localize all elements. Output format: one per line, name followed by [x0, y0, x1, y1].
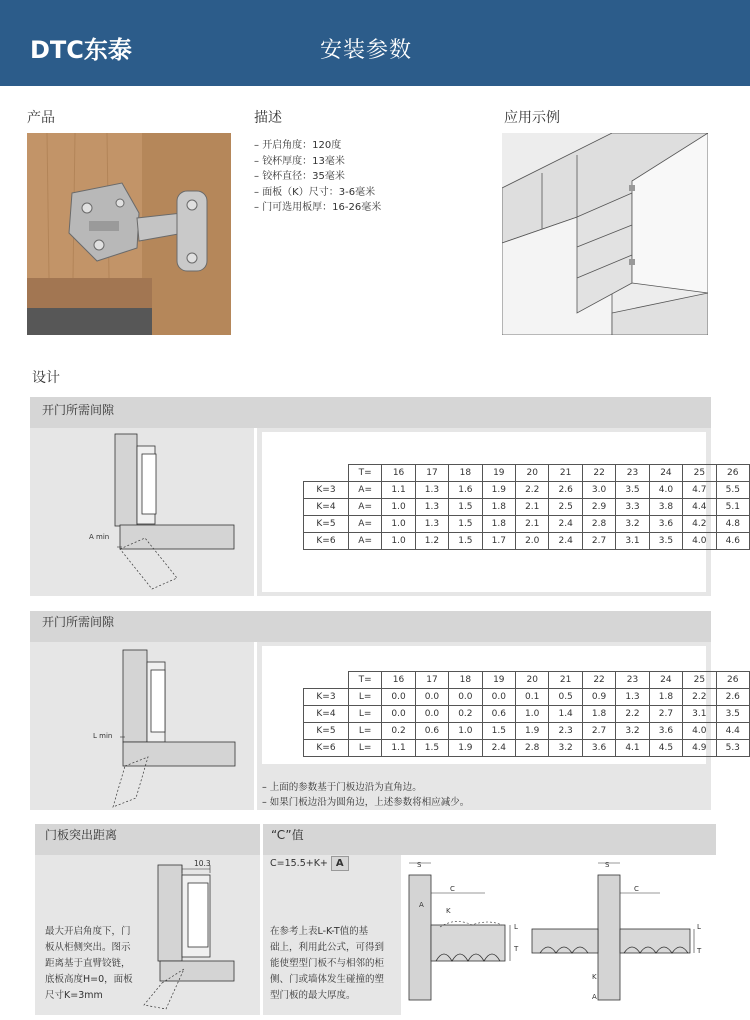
table-cell: K=6 — [304, 740, 349, 757]
panel2-notes — [262, 780, 469, 810]
table-cell: 1.1 — [382, 740, 415, 757]
table-cell: 1.5 — [449, 499, 482, 516]
table-cell: 2.7 — [649, 706, 682, 723]
formula-badge: A — [331, 856, 349, 871]
panel3-title: 门板突出距离 — [45, 828, 118, 842]
table-header-cell: 21 — [549, 672, 582, 689]
table-header-cell: 22 — [582, 672, 615, 689]
table-cell: 2.8 — [582, 516, 615, 533]
table-cell: 3.3 — [616, 499, 649, 516]
table-cell: K=5 — [304, 723, 349, 740]
table-cell: 3.1 — [683, 706, 716, 723]
table-cell: 3.5 — [616, 482, 649, 499]
table-header-cell: 16 — [382, 672, 415, 689]
table-cell: 2.7 — [582, 723, 615, 740]
table-header-cell: 23 — [616, 465, 649, 482]
table-cell: 0.0 — [382, 706, 415, 723]
table-cell: 4.0 — [683, 723, 716, 740]
table-cell: K=5 — [304, 516, 349, 533]
table-header-row — [304, 465, 750, 482]
table-header-cell: 20 — [516, 465, 549, 482]
table-header-cell: 18 — [449, 465, 482, 482]
table-cell: 1.9 — [449, 740, 482, 757]
c-value-diagrams — [400, 855, 716, 1015]
table-row — [304, 482, 750, 499]
table-cell: 1.3 — [415, 482, 448, 499]
panel2-table — [303, 671, 750, 757]
table-cell: 1.0 — [516, 706, 549, 723]
table-cell: 4.6 — [716, 533, 749, 550]
note-item: – 上面的参数基于门板边沿为直角边。 — [262, 780, 469, 795]
table-cell: L= — [348, 740, 381, 757]
table-header-cell: T= — [348, 672, 381, 689]
table-cell: 2.0 — [516, 533, 549, 550]
table-header-cell: 22 — [582, 465, 615, 482]
table-cell: 0.1 — [516, 689, 549, 706]
table-header-cell: T= — [348, 465, 381, 482]
table-header-cell: 20 — [516, 672, 549, 689]
panel1-diagram-label: A min — [89, 533, 110, 541]
svg-text:L: L — [697, 923, 701, 931]
section-label-product: 产品 — [27, 110, 55, 126]
panel3-text: 最大开启角度下，门 板从柜侧突出。图示 距离基于直臂铰链， 底板高度H=0，面板 尺寸K=3mm — [45, 926, 133, 1001]
table-cell: A= — [348, 482, 381, 499]
table-cell: 2.3 — [549, 723, 582, 740]
table-row — [304, 516, 750, 533]
table-cell: 0.6 — [415, 723, 448, 740]
table-header-cell: 25 — [683, 672, 716, 689]
table-cell: 2.2 — [616, 706, 649, 723]
table-header-row — [304, 672, 750, 689]
table-cell: 3.6 — [649, 723, 682, 740]
table-cell: 2.6 — [549, 482, 582, 499]
panel3-dimension: 10.3 — [194, 859, 211, 868]
svg-text:S: S — [417, 861, 422, 869]
table-cell: 2.9 — [582, 499, 615, 516]
table-cell: 1.8 — [482, 499, 515, 516]
table-cell: 3.6 — [582, 740, 615, 757]
table-row — [304, 740, 750, 757]
page-title: 安装参数 — [320, 38, 413, 63]
table-header-cell: 25 — [683, 465, 716, 482]
table-cell: 1.1 — [382, 482, 415, 499]
table-cell: K=3 — [304, 689, 349, 706]
table-cell: 4.4 — [716, 723, 749, 740]
table-cell: 1.0 — [382, 499, 415, 516]
table-cell: 1.0 — [382, 516, 415, 533]
application-illustration — [502, 133, 708, 335]
table-row — [304, 689, 750, 706]
svg-text:L: L — [514, 923, 518, 931]
table-cell: 1.6 — [449, 482, 482, 499]
table-cell: 0.0 — [482, 689, 515, 706]
table-cell: 0.2 — [449, 706, 482, 723]
table-header-cell: 16 — [382, 465, 415, 482]
table-cell: 3.0 — [582, 482, 615, 499]
table-header-cell: 19 — [482, 465, 515, 482]
description-item: – 开启角度：120度 — [254, 138, 381, 154]
description-item: – 铰杯直径：35毫米 — [254, 169, 381, 185]
product-photo — [27, 133, 231, 335]
panel4-text: 在参考上表L-K-T值的基 础上，利用此公式，可得到 能使塑型门板不与相邻的柜 侧、门或墙体发生碰撞的塑 型门板的最大厚度。 — [270, 926, 385, 1001]
table-cell: 4.0 — [683, 533, 716, 550]
section-label-design: 设计 — [32, 370, 60, 386]
table-cell: 4.2 — [683, 516, 716, 533]
table-cell: A= — [348, 533, 381, 550]
table-cell: 1.8 — [582, 706, 615, 723]
panel2-diagram-label: L min — [93, 732, 113, 740]
table-header-cell: 24 — [649, 672, 682, 689]
table-cell: 2.7 — [582, 533, 615, 550]
table-cell: 2.1 — [516, 516, 549, 533]
table-cell: 1.0 — [449, 723, 482, 740]
table-cell: 2.5 — [549, 499, 582, 516]
table-header-cell: 21 — [549, 465, 582, 482]
panel3-header — [35, 824, 260, 855]
description-item: – 面板（K）尺寸：3-6毫米 — [254, 185, 381, 201]
table-header-cell: 17 — [415, 672, 448, 689]
table-header-cell: 19 — [482, 672, 515, 689]
svg-text:T: T — [514, 945, 519, 953]
table-header-cell: 17 — [415, 465, 448, 482]
table-cell: 2.4 — [549, 516, 582, 533]
table-header-cell: 26 — [716, 465, 749, 482]
table-cell: 0.9 — [582, 689, 615, 706]
table-cell: 5.5 — [716, 482, 749, 499]
table-cell: 1.3 — [415, 516, 448, 533]
table-cell: 4.5 — [649, 740, 682, 757]
table-header-cell: 23 — [616, 672, 649, 689]
table-cell: 4.9 — [683, 740, 716, 757]
table-cell: 0.0 — [415, 706, 448, 723]
table-cell: 0.0 — [415, 689, 448, 706]
table-cell: L= — [348, 723, 381, 740]
section-label-description: 描述 — [254, 110, 282, 126]
table-cell: L= — [348, 706, 381, 723]
table-cell: 1.3 — [616, 689, 649, 706]
table-header-cell: 26 — [716, 672, 749, 689]
table-cell: 4.4 — [683, 499, 716, 516]
panel4-header — [263, 824, 716, 855]
panel1-diagram — [30, 428, 254, 596]
svg-text:A: A — [419, 901, 424, 909]
panel2-header — [30, 611, 711, 642]
svg-text:K: K — [592, 973, 597, 981]
description-item: – 铰杯厚度：13毫米 — [254, 154, 381, 170]
table-cell: 0.5 — [549, 689, 582, 706]
table-cell: A= — [348, 499, 381, 516]
table-cell: 3.2 — [549, 740, 582, 757]
table-cell: 0.2 — [382, 723, 415, 740]
table-cell: 4.8 — [716, 516, 749, 533]
c-value-formula: C=15.5+K+ A — [270, 856, 349, 871]
header-bar — [0, 0, 750, 86]
table-cell: K=3 — [304, 482, 349, 499]
table-row — [304, 706, 750, 723]
table-cell: K=4 — [304, 706, 349, 723]
table-cell: 3.5 — [649, 533, 682, 550]
table-cell: 1.4 — [549, 706, 582, 723]
table-cell: 1.8 — [482, 516, 515, 533]
table-cell: 3.1 — [616, 533, 649, 550]
panel2-title: 开门所需间隙 — [42, 615, 115, 629]
table-cell: 2.4 — [549, 533, 582, 550]
svg-text:S: S — [605, 861, 610, 869]
table-cell: 2.1 — [516, 499, 549, 516]
svg-text:T: T — [697, 947, 702, 955]
table-cell: 1.9 — [482, 482, 515, 499]
table-cell: 3.5 — [716, 706, 749, 723]
note-item: – 如果门板边沿为圆角边，上述参数将相应减少。 — [262, 795, 469, 810]
table-cell: 4.1 — [616, 740, 649, 757]
table-cell: 3.8 — [649, 499, 682, 516]
table-cell: 1.5 — [449, 516, 482, 533]
table-header-cell: 18 — [449, 672, 482, 689]
table-cell: 4.0 — [649, 482, 682, 499]
svg-text:C: C — [634, 885, 639, 893]
table-cell: 1.7 — [482, 533, 515, 550]
table-cell: 5.1 — [716, 499, 749, 516]
table-cell: 1.5 — [449, 533, 482, 550]
svg-text:A: A — [592, 993, 597, 1001]
panel1-title: 开门所需间隙 — [42, 403, 115, 417]
table-cell: 2.2 — [516, 482, 549, 499]
table-cell: 2.2 — [683, 689, 716, 706]
table-cell: 1.8 — [649, 689, 682, 706]
table-row — [304, 533, 750, 550]
panel1-header — [30, 397, 711, 428]
table-cell: 0.0 — [382, 689, 415, 706]
table-cell: 1.5 — [415, 740, 448, 757]
svg-text:K: K — [446, 907, 451, 915]
table-cell: K=4 — [304, 499, 349, 516]
table-cell: 3.2 — [616, 516, 649, 533]
table-cell: 1.3 — [415, 499, 448, 516]
table-cell: K=6 — [304, 533, 349, 550]
brand-logo: DTC东泰 — [30, 36, 132, 64]
table-cell: 1.9 — [516, 723, 549, 740]
table-row — [304, 723, 750, 740]
panel4-title: “C”值 — [271, 828, 304, 842]
section-label-application: 应用示例 — [504, 110, 560, 126]
table-header-cell: 24 — [649, 465, 682, 482]
panel2-diagram — [30, 642, 254, 810]
table-cell: 2.8 — [516, 740, 549, 757]
table-cell: L= — [348, 689, 381, 706]
table-row — [304, 499, 750, 516]
table-cell: 4.7 — [683, 482, 716, 499]
description-item: – 门可选用板厚：16-26毫米 — [254, 200, 381, 216]
table-cell: 1.2 — [415, 533, 448, 550]
svg-text:C: C — [450, 885, 455, 893]
table-cell: 0.0 — [449, 689, 482, 706]
table-cell: 1.0 — [382, 533, 415, 550]
table-cell: 3.2 — [616, 723, 649, 740]
table-cell: 2.4 — [482, 740, 515, 757]
table-cell: 1.5 — [482, 723, 515, 740]
table-cell: 2.6 — [716, 689, 749, 706]
panel3-diagram — [140, 855, 260, 1015]
table-cell: 3.6 — [649, 516, 682, 533]
table-cell: A= — [348, 516, 381, 533]
description-list — [254, 138, 381, 216]
panel1-table — [303, 464, 750, 550]
table-cell: 5.3 — [716, 740, 749, 757]
table-cell: 0.6 — [482, 706, 515, 723]
